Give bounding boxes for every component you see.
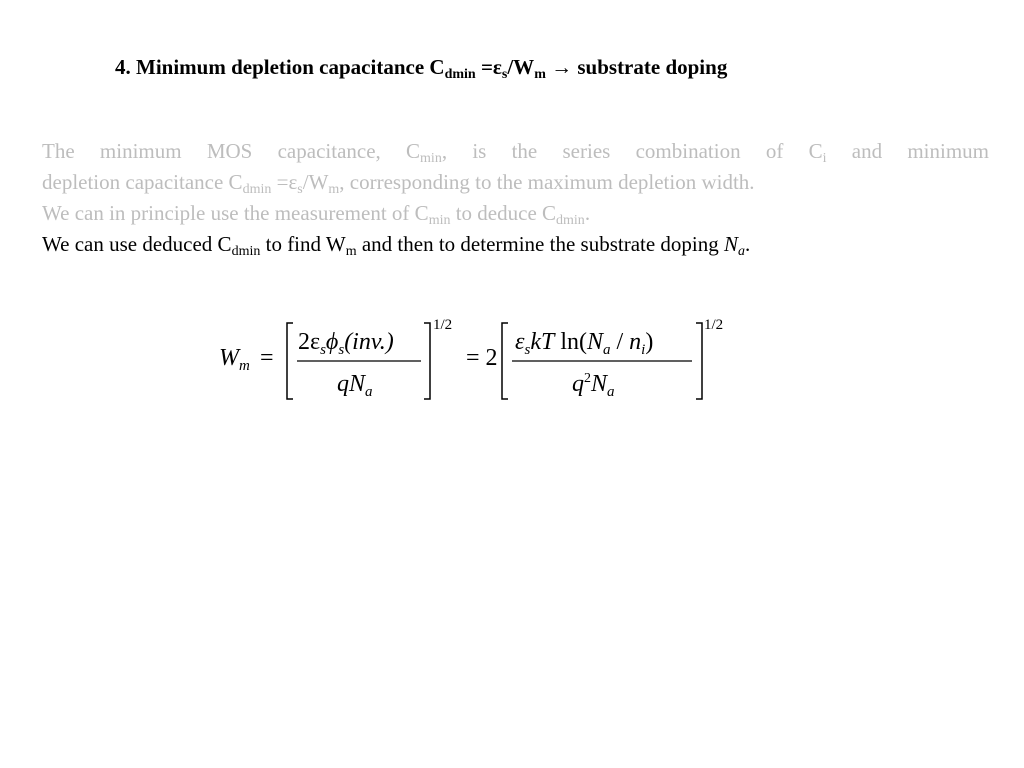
f2-num-f-sub: i bbox=[641, 342, 646, 358]
p2-text-a: We can in principle use the measurement of C bbox=[42, 201, 429, 225]
p1l2-text-d: , corresponding to the maximum depletion width. bbox=[339, 170, 755, 194]
f1-num-a-sub: s bbox=[320, 342, 326, 358]
p3-text-b: to find W bbox=[260, 232, 346, 256]
bracket-1-right bbox=[424, 323, 430, 399]
eq-lhs bbox=[219, 345, 250, 374]
f1-num-a: 2ε bbox=[298, 329, 321, 355]
f1-num-b: ϕ bbox=[325, 329, 339, 355]
p1l1-text-c: and minimum bbox=[826, 139, 989, 163]
eq-frac2-denominator bbox=[572, 371, 615, 400]
bracket-2-right bbox=[696, 323, 702, 399]
p1l1-text-a: The minimum MOS capacitance, C bbox=[42, 139, 421, 163]
p3-text-c: and then to determine the substrate doping bbox=[356, 232, 725, 256]
p3-text-a: We can use deduced C bbox=[42, 232, 232, 256]
title-w-sub: m bbox=[534, 67, 546, 82]
title-slash-w: /W bbox=[507, 55, 535, 79]
f2-den-q: q bbox=[572, 371, 584, 397]
p2-sub-b: dmin bbox=[556, 213, 585, 228]
eq-frac1-numerator bbox=[298, 329, 394, 358]
p3-na: N bbox=[724, 232, 739, 256]
f1-num-c: (inv.) bbox=[344, 329, 394, 355]
p3-text-d: . bbox=[745, 232, 751, 256]
title-c-sub: dmin bbox=[444, 67, 476, 82]
p1l2-text-c: /W bbox=[302, 170, 329, 194]
f2-num-c: ln( bbox=[560, 329, 587, 355]
eq-frac2-numerator bbox=[515, 329, 654, 358]
title-eps-sub: s bbox=[501, 67, 508, 82]
f2-num-a-sub: s bbox=[524, 342, 531, 358]
f2-num-f: n bbox=[629, 329, 642, 355]
f2-den-n: N bbox=[591, 371, 608, 397]
p3-sub-a: dmin bbox=[231, 244, 261, 259]
f1-den-n-sub: a bbox=[365, 384, 373, 400]
f1-den-n: N bbox=[349, 371, 366, 397]
p1l1-text-b: , is the series combination of C bbox=[441, 139, 823, 163]
f2-num-a: ε bbox=[515, 329, 525, 355]
f2-num-e: / bbox=[610, 329, 630, 355]
bracket-2-left bbox=[502, 323, 508, 399]
bracket-1-left bbox=[287, 323, 293, 399]
f1-den-q: q bbox=[337, 371, 349, 397]
title-prefix: 4. Minimum depletion capacitance C bbox=[115, 55, 445, 79]
eq-lhs-w: W bbox=[219, 345, 239, 371]
title-suffix: → substrate doping bbox=[545, 55, 728, 79]
eq-frac1-denominator bbox=[337, 371, 373, 400]
p3-na-sub: a bbox=[738, 244, 746, 259]
eq-equals-1: = bbox=[260, 345, 274, 371]
eq-exponent-2: 1/2 bbox=[704, 317, 724, 333]
p1l2-text-a: depletion capacitance C bbox=[42, 170, 243, 194]
p2-text-c: . bbox=[584, 201, 591, 225]
f2-num-b: kT bbox=[530, 329, 555, 355]
f2-num-d-sub: a bbox=[603, 342, 611, 358]
eq-exponent-1: 1/2 bbox=[433, 317, 453, 333]
title-eq-eps: =ε bbox=[475, 55, 502, 79]
p1l1-sub-a: min bbox=[420, 151, 442, 166]
eq-lhs-sub: m bbox=[239, 358, 250, 374]
eq-equals-2: = 2 bbox=[466, 345, 498, 371]
f1-num-b-sub: s bbox=[338, 342, 345, 358]
p2-sub-a: min bbox=[428, 213, 451, 228]
f2-num-d: N bbox=[586, 329, 603, 355]
p1l2-sub-b: s bbox=[297, 182, 303, 197]
p1l2-sub-a: dmin bbox=[242, 182, 272, 197]
f2-den-n-sub: a bbox=[607, 384, 615, 400]
p1l1-sub-b: i bbox=[822, 151, 827, 166]
p1l2-sub-c: m bbox=[328, 182, 340, 197]
f2-num-g: ) bbox=[645, 329, 654, 355]
p3-sub-b: m bbox=[345, 244, 357, 259]
f2-den-q-sup: 2 bbox=[584, 371, 591, 386]
p2-text-b: to deduce C bbox=[450, 201, 557, 225]
p1l2-text-b: =ε bbox=[271, 170, 298, 194]
